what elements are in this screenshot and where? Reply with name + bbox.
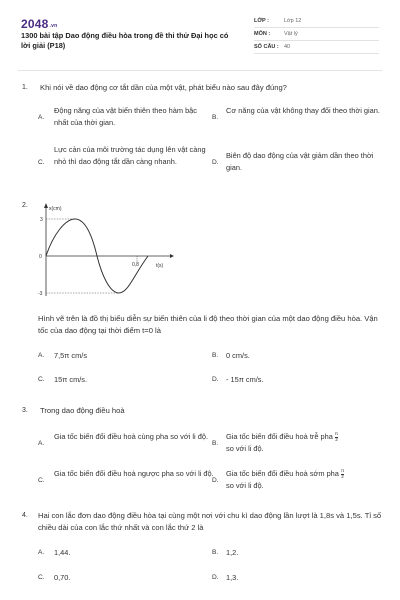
t-mark-label: 0,8: [132, 262, 139, 268]
option-b-text[interactable]: [226, 431, 386, 455]
option-letter[interactable]: A.: [38, 440, 45, 447]
y-max-label: 3: [40, 217, 43, 223]
option-letter[interactable]: D.: [212, 159, 219, 166]
meta-key: LỚP :: [254, 18, 269, 24]
oscillation-graph: [30, 200, 180, 300]
y-axis-arrow: [44, 203, 48, 208]
option-c-text[interactable]: Lực cản của môi trường tác dụng lên vật càng nhỏ thì dao động tắt dần càng nhanh.: [54, 145, 206, 166]
document-title: 1300 bài tập Dao động điều hòa trong đề thi thử Đại học có lời giải (P18): [21, 31, 229, 50]
x-axis-label: t(s): [156, 263, 164, 269]
question-text: Trong dao động điều hoà: [40, 406, 125, 415]
option-letter[interactable]: C.: [38, 574, 45, 581]
meta-info: [254, 15, 379, 54]
option-b-text[interactable]: 0 cm/s.: [226, 351, 250, 360]
x-axis-arrow: [170, 254, 174, 258]
meta-row-class: [254, 15, 379, 28]
y-zero-label: 0: [39, 254, 42, 260]
question-number: 2.: [22, 202, 28, 209]
pi-over-two-fraction: [335, 432, 338, 442]
option-letter[interactable]: B.: [212, 440, 219, 447]
question-number: 3.: [22, 407, 28, 414]
meta-row-count: [254, 41, 379, 54]
option-letter[interactable]: A.: [38, 549, 45, 556]
option-c-text[interactable]: Gia tốc biến đổi điều hoà ngược pha so với li độ.: [54, 469, 214, 478]
meta-key: SỐ CÂU :: [254, 44, 279, 50]
option-letter[interactable]: B.: [212, 549, 219, 556]
question-text: Hình vẽ trên là đồ thị biểu diễn sự biến thiên của li độ theo thời gian của một dao động điều hòa. Vận tốc của dao động tại thời điểm t=0 là: [38, 314, 378, 335]
question-text: Khi nói về dao động cơ tắt dần của một vật, phát biểu nào sau đây đúng?: [40, 83, 287, 92]
meta-value: 40: [284, 44, 291, 50]
option-letter[interactable]: D.: [212, 574, 219, 581]
logo-suffix: .vn: [49, 23, 58, 29]
option-a-text[interactable]: 1,44.: [54, 548, 71, 557]
option-a-text[interactable]: 7,5π cm/s: [54, 351, 88, 360]
frac-denominator: 2: [335, 436, 338, 442]
option-c-text[interactable]: 15π cm/s.: [54, 375, 88, 384]
question-number: 1.: [22, 84, 28, 91]
option-d-text[interactable]: Biên độ dao động của vật giảm dần theo thời gian.: [226, 151, 374, 172]
option-letter[interactable]: D.: [212, 376, 219, 383]
option-letter[interactable]: C.: [38, 376, 45, 383]
header-divider: [18, 70, 382, 71]
frac-numerator: π: [340, 468, 345, 474]
option-letter[interactable]: B.: [212, 352, 219, 359]
option-letter[interactable]: C.: [38, 477, 45, 484]
meta-row-subject: [254, 28, 379, 41]
option-b-tail: so với li độ.: [226, 444, 264, 453]
option-letter[interactable]: C.: [38, 159, 45, 166]
option-letter[interactable]: A.: [38, 114, 45, 121]
frac-denominator: 2: [341, 473, 344, 479]
frac-numerator: π: [334, 431, 339, 437]
pi-over-two-fraction: [341, 469, 344, 479]
option-b-main: Gia tốc biến đổi điều hoà trễ pha: [226, 432, 333, 441]
option-a-text[interactable]: Gia tốc biến đổi điều hoà cùng pha so với li độ.: [54, 432, 208, 441]
option-letter[interactable]: A.: [38, 352, 45, 359]
question-text: Hai con lắc đơn dao động điều hòa tại cùng một nơi với chu kì dao động lần lượt là 1,8s và 1,5s. Tỉ số chiều dài của con lắc thứ nhất và con lắc thứ 2 là: [38, 511, 382, 532]
option-c-text[interactable]: 0,70.: [54, 573, 71, 582]
y-min-label: -3: [38, 291, 43, 297]
option-d-main: Gia tốc biến đổi điều hoà sớm pha: [226, 469, 339, 478]
question-number: 4.: [22, 512, 28, 519]
option-d-text[interactable]: [226, 468, 386, 492]
logo-text: 2048: [21, 17, 49, 31]
option-a-text[interactable]: Động năng của vật biến thiên theo hàm bậc nhất của thời gian.: [54, 106, 197, 127]
option-d-tail: so với li độ.: [226, 481, 264, 490]
option-b-text[interactable]: Cơ năng của vật không thay đổi theo thời gian.: [226, 106, 380, 115]
meta-key: MÔN :: [254, 31, 271, 37]
y-axis-label: x(cm): [49, 206, 62, 212]
meta-value: Lớp 12: [284, 18, 302, 24]
meta-value: Vật lý: [284, 31, 298, 37]
option-b-text[interactable]: 1,2.: [226, 548, 239, 557]
option-letter[interactable]: D.: [212, 477, 219, 484]
option-d-text[interactable]: - 15π cm/s.: [226, 375, 264, 384]
option-letter[interactable]: B.: [212, 114, 219, 121]
option-d-text[interactable]: 1,3.: [226, 573, 239, 582]
site-logo[interactable]: [21, 17, 57, 31]
